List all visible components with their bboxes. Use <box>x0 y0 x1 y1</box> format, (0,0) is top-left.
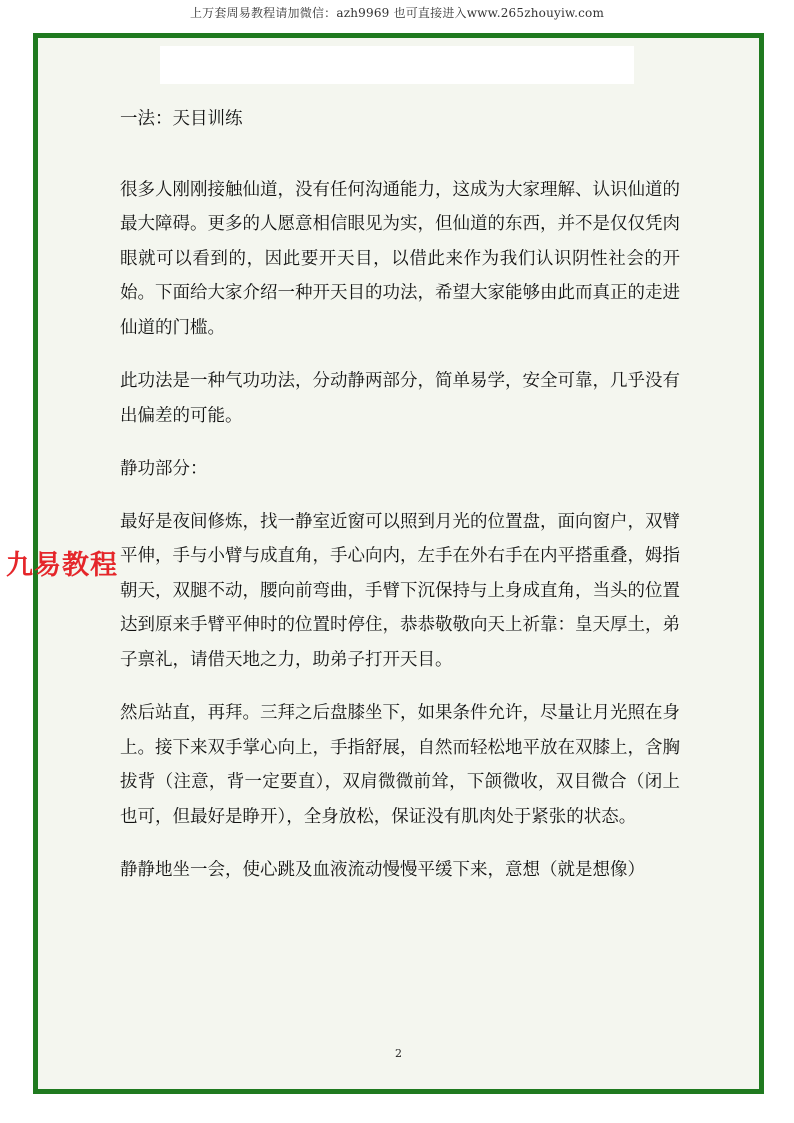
paragraph: 然后站直，再拜。三拜之后盘膝坐下，如果条件允许，尽量让月光照在身上。接下来双手掌心向上，手指舒展，自然而轻松地平放在双膝上，含胸拔背（注意，背一定要直），双肩微微前耸，下颌微收，双目微合（闭上也可，但最好是睁开），全身放松，保证没有肌肉处于紧张的状态。 <box>120 703 680 827</box>
paragraph: 静静地坐一会，使心跳及血液流动慢慢平缓下来，意想（就是想像） <box>120 860 645 880</box>
header-box <box>160 46 634 84</box>
document-body <box>120 102 680 907</box>
paragraph: 此功法是一种气功功法，分动静两部分，简单易学，安全可靠，几乎没有出偏差的可能。 <box>120 371 680 426</box>
sub-heading: 静功部分： <box>120 459 208 479</box>
page-frame <box>33 33 764 1094</box>
paragraph: 很多人刚刚接触仙道，没有任何沟通能力，这成为大家理解、认识仙道的最大障碍。更多的人愿意相信眼见为实，但仙道的东西，并不是仅仅凭肉眼就可以看到的，因此要开天目，以借此来作为我们认识阴性社会的开始。下面给大家介绍一种开天目的功法，希望大家能够由此而真正的走进仙道的门槛。 <box>120 179 680 338</box>
paragraph: 最好是夜间修炼，找一静室近窗可以照到月光的位置盘，面向窗户，双臂平伸，手与小臂与成直角，手心向内，左手在外右手在内平搭重叠，姆指朝天，双腿不动，腰向前弯曲，手臂下沉保持与上身成直角，当头的位置达到原来手臂平伸时的位置时停住，恭恭敬敬向天上祈靠：皇天厚土，弟子禀礼，请借天地之力，助弟子打开天目。 <box>120 511 680 670</box>
page-number: 2 <box>395 1047 402 1060</box>
section-heading: 一法：天目训练 <box>120 109 243 129</box>
watermark-logo: 九易教程 <box>6 550 118 581</box>
top-banner: 上万套周易教程请加微信：azh9969 也可直接进入www.265zhouyiw.com <box>189 6 605 20</box>
